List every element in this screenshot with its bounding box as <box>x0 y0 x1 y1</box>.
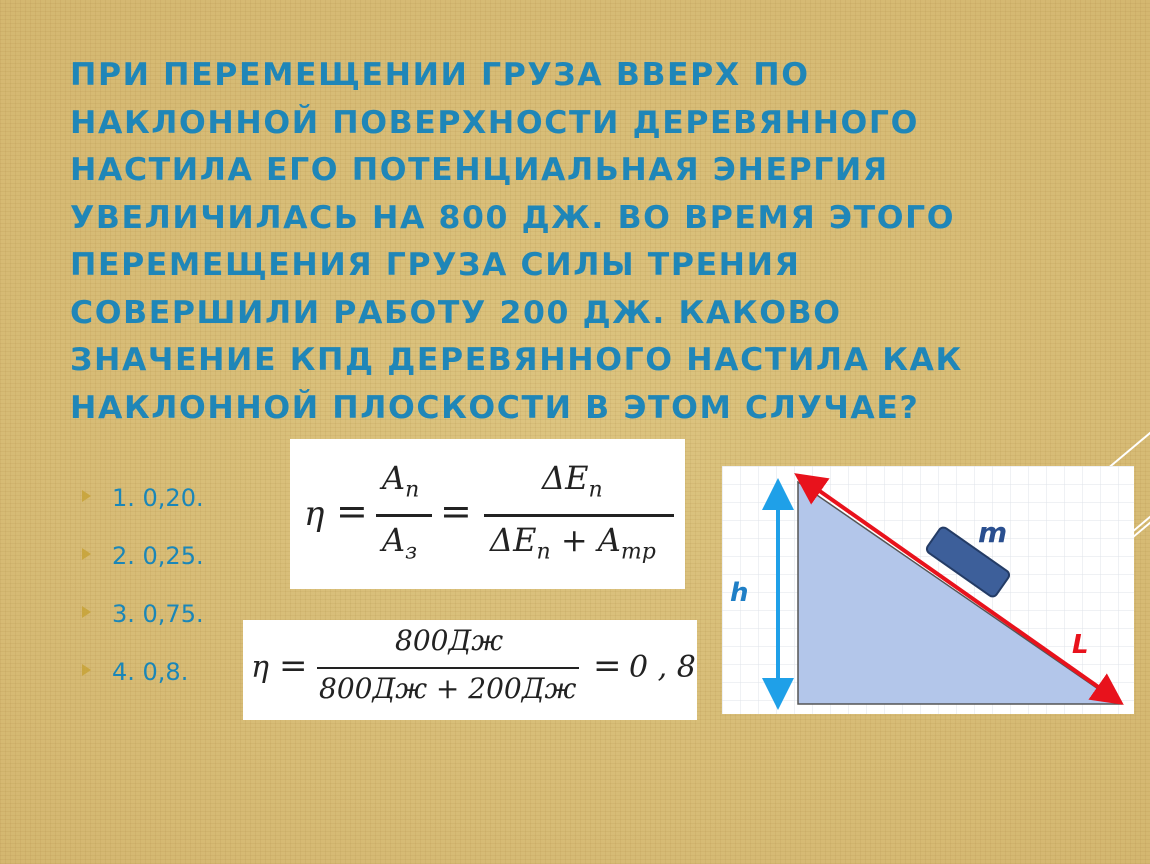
answer-list <box>82 476 204 708</box>
answer-label: 2. 0,25. <box>112 542 204 570</box>
inclined-plane-svg <box>722 466 1134 714</box>
work-useful: $A_п$ <box>382 459 420 503</box>
work-total: $A_з$ <box>382 521 418 565</box>
delta-energy-denominator: $\Delta E_п + A_{тр}$ <box>490 521 656 565</box>
eta-symbol: η <box>304 494 325 534</box>
fraction-bar-2 <box>484 514 674 517</box>
fraction-bar <box>317 667 579 669</box>
label-L: L <box>1072 630 1089 660</box>
label-h: h <box>730 578 749 608</box>
answer-item-3 <box>82 592 204 650</box>
answer-item-4 <box>82 650 204 708</box>
result-value: 0 , 8 <box>629 650 696 685</box>
efficiency-formula-calculation <box>243 620 697 720</box>
numerator-value: 800Дж <box>395 624 504 657</box>
bullet-icon <box>82 606 91 618</box>
answer-label: 3. 0,75. <box>112 600 204 628</box>
answer-item-2 <box>82 534 204 592</box>
denominator-value: 800Дж + 200Дж <box>319 672 577 705</box>
decorative-line-top <box>1108 428 1150 468</box>
delta-energy-numerator: $\Delta E_п$ <box>542 459 603 503</box>
answer-label: 4. 0,8. <box>112 658 189 686</box>
bullet-icon <box>82 664 91 676</box>
equals-sign: = <box>336 489 368 533</box>
fraction-bar-1 <box>376 514 432 517</box>
answer-item-1 <box>82 476 204 534</box>
label-m: m <box>978 516 1008 549</box>
question-title: ПРИ ПЕРЕМЕЩЕНИИ ГРУЗА ВВЕРХ ПО НАКЛОННОЙ ПОВЕРХНОСТИ ДЕРЕВЯННОГО НАСТИЛА ЕГО ПОТЕНЦИАЛЬНАЯ ЭНЕРГИЯ УВЕЛИЧИЛАСЬ НА 800 ДЖ. ВО ВРЕМЯ ЭТОГО ПЕРЕМЕЩЕНИЯ ГРУЗА СИЛЫ ТРЕНИЯ СОВЕРШИЛИ РАБОТУ 200 ДЖ. КАКОВО ЗНАЧЕНИЕ КПД ДЕРЕВЯННОГО НАСТИЛА КАК НАКЛОННОЙ ПЛОСКОСТИ В ЭТОМ СЛУЧАЕ? <box>70 57 963 426</box>
equals-sign-2: = <box>440 489 472 533</box>
inclined-plane-diagram <box>722 466 1134 714</box>
equals-sign-2: = <box>593 646 622 686</box>
efficiency-formula-general <box>290 439 685 589</box>
bullet-icon <box>82 490 91 502</box>
answer-label: 1. 0,20. <box>112 484 204 512</box>
eta-symbol: η <box>251 650 269 685</box>
equals-sign: = <box>279 646 308 686</box>
bullet-icon <box>82 548 91 560</box>
